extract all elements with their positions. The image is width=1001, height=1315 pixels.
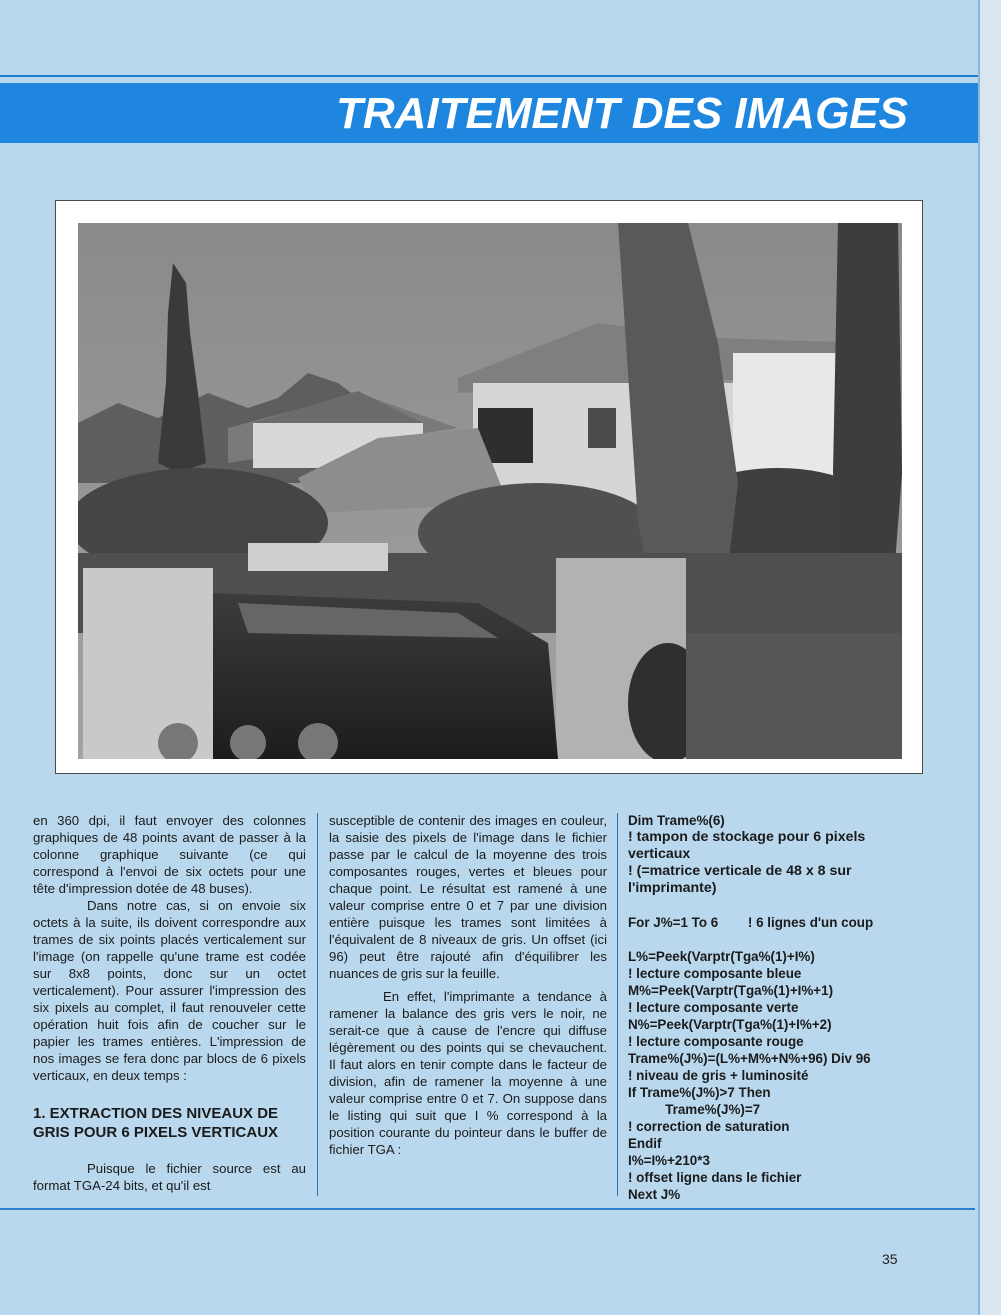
- header-banner: [0, 83, 978, 143]
- page-title: TRAITEMENT DES IMAGES: [335, 89, 908, 138]
- code-line: Next J%: [628, 1187, 681, 1202]
- page-edge-line: [978, 0, 980, 1315]
- code-comment: ! lecture composante bleue: [628, 966, 802, 981]
- code-comment: ! correction de saturation: [628, 1119, 790, 1134]
- code-blank: [628, 931, 928, 948]
- house-photo-image: [78, 223, 902, 759]
- text-column-2: [329, 812, 607, 1158]
- code-line: N%=Peek(Varptr(Tga%(1)+I%+2): [628, 1017, 832, 1032]
- paragraph: Puisque le fichier source est au format TGA-24 bits, et qu'il est: [33, 1161, 306, 1193]
- code-line: If Trame%(J%)>7 Then: [628, 1085, 771, 1100]
- code-blank: [628, 897, 928, 914]
- code-comment: ! tampon de stockage pour 6 pixels verticaux: [628, 829, 866, 862]
- photo-frame: [55, 200, 923, 774]
- paragraph: En effet, l'imprimante a tendance à ramener la balance des gris vers le noir, ne serait-ce que à cause de l'encre qui diffuse légèrement ou des points qui se chevauchent. Il faut alors en tenir compte dans le facteur de division, afin de ramener la moyenne à une valeur comprise entre 0 et 7. On suppose dans le listing qui suit que I % correspond à la position courante du pointeur dans le buffer de fichier TGA :: [329, 989, 607, 1157]
- section-heading: 1. EXTRACTION DES NIVEAUX DE GRIS POUR 6 PIXELS VERTICAUX: [33, 1105, 279, 1141]
- column-divider: [617, 813, 618, 1196]
- page-number: 35: [882, 1251, 898, 1267]
- code-comment: ! niveau de gris + luminosité: [628, 1068, 809, 1083]
- code-line: Endif: [628, 1136, 662, 1151]
- house-photo: [78, 223, 902, 759]
- top-rule: [0, 75, 980, 77]
- code-comment: ! lecture composante verte: [628, 1000, 799, 1015]
- code-line: For J%=1 To 6 ! 6 lignes d'un coup: [628, 915, 874, 930]
- page-edge: [978, 0, 1001, 1315]
- code-comment: ! offset ligne dans le fichier: [628, 1170, 802, 1185]
- code-line: Trame%(J%)=(L%+M%+N%+96) Div 96: [628, 1051, 871, 1066]
- code-line: M%=Peek(Varptr(Tga%(1)+I%+1): [628, 983, 834, 998]
- code-line: Trame%(J%)=7: [628, 1102, 761, 1117]
- code-line: L%=Peek(Varptr(Tga%(1)+I%): [628, 949, 815, 964]
- paragraph: en 360 dpi, il faut envoyer des colonnes graphiques de 48 points avant de passer à la colonne graphique suivante (ce qui correspond à l'envoi de six octets pour une tête d'impression dotée de 48 buses).: [33, 813, 306, 896]
- text-column-1: [33, 812, 306, 1194]
- paragraph: Dans notre cas, si on envoie six octets à la suite, ils doivent correspondre aux trames de six points placés verticalement sur l'image (on rappelle qu'une trame est codée sur 8x8 points, donc sur un octet verticalement). Pour assurer l'impression des six pixels au complet, il faut renouveler cette opération huit fois afin de coucher sur le papier les trames entières. L'impression de nos images se fera donc par blocs de 6 pixels verticaux, en deux temps :: [33, 898, 306, 1083]
- code-line: Dim Trame%(6): [628, 813, 725, 828]
- code-listing: [628, 812, 928, 1203]
- code-comment: ! lecture composante rouge: [628, 1034, 804, 1049]
- code-comment: ! (=matrice verticale de 48 x 8 sur l'imprimante): [628, 863, 852, 896]
- column-divider: [317, 813, 318, 1196]
- paragraph: susceptible de contenir des images en couleur, la saisie des pixels de l'image dans le fichier passe par le calcul de la moyenne des trois composantes rouges, vertes et bleues pour chaque point. Le résultat est ramené à une valeur comprise entre 0 et 7 par une division entière puisque les trames sont limitées à l'équivalent de 8 niveaux de gris. Un offset (ici 96) peut être rajouté afin d'équilibrer les nuances de gris sur la feuille.: [329, 813, 607, 981]
- code-line: I%=I%+210*3: [628, 1153, 710, 1168]
- bottom-rule: [0, 1208, 975, 1210]
